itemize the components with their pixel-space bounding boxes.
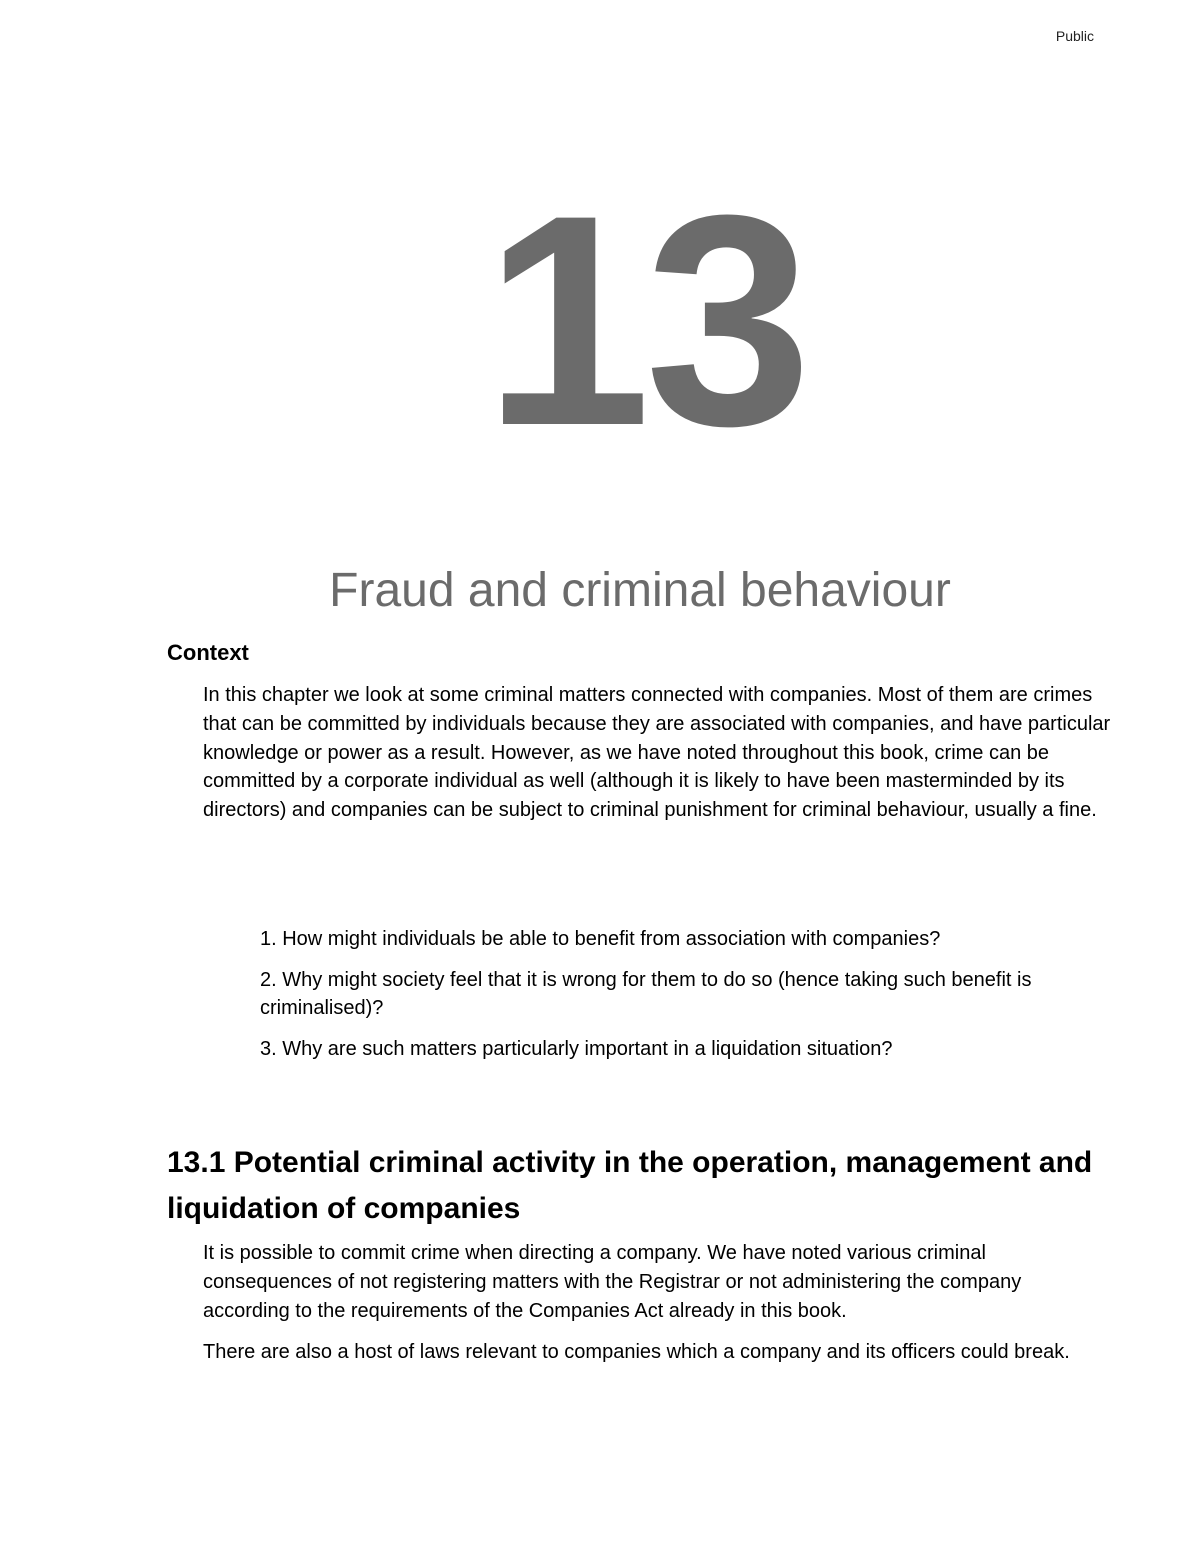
chapter-number: 13 xyxy=(484,152,806,488)
context-question-3: 3. Why are such matters particularly important in a liquidation situation? xyxy=(260,1038,893,1060)
context-question-list xyxy=(260,925,1140,1076)
context-paragraph: In this chapter we look at some criminal matters connected with companies. Most of them are crimes that can be committed by individuals because they are associated with companies, and have particular knowledge or power as a result. However, as we have noted throughout this book, crime can be committed by a corporate individual as well (although it is likely to have been masterminded by its directors) and companies can be subject to criminal punishment for criminal behaviour, usually a fine. xyxy=(203,684,1111,822)
section-paragraph-1: It is possible to commit crime when directing a company. We have noted various criminal consequences of not registering matters with the Registrar or not administering the company according to the requirements of the Companies Act already in this book. xyxy=(203,1242,1022,1322)
section-heading: 13.1 Potential criminal activity in the operation, management and liquidation of companies xyxy=(167,1146,1093,1225)
chapter-title: Fraud and criminal behaviour xyxy=(329,564,951,617)
classification-label: Public xyxy=(1055,28,1094,44)
context-heading: Context xyxy=(167,640,249,665)
section-paragraph-2: There are also a host of laws relevant to companies which a company and its officers could break. xyxy=(203,1341,1070,1363)
context-question-1: 1. How might individuals be able to benefit from association with companies? xyxy=(260,928,941,950)
context-question-2: 2. Why might society feel that it is wrong for them to do so (hence taking such benefit is criminalised)? xyxy=(260,969,1032,1019)
